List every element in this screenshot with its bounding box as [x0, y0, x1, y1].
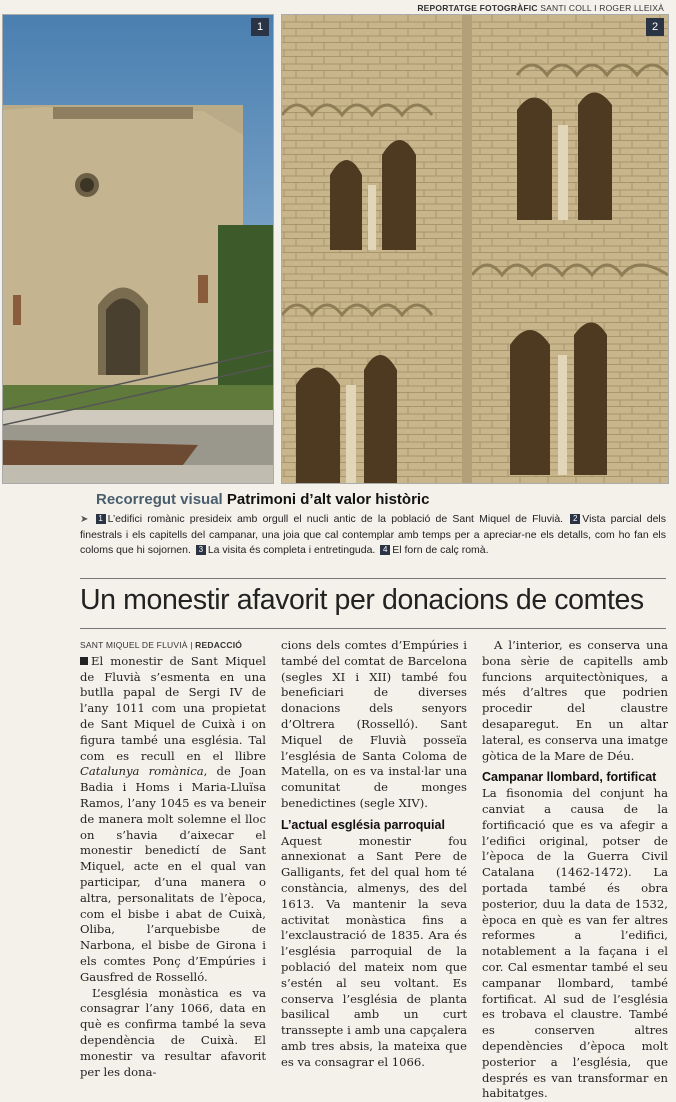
divider [80, 628, 666, 629]
subheading: L’actual església parroquial [281, 817, 445, 832]
caption-number-4: 4 [380, 545, 390, 555]
subheading: Campanar llombard, fortificat [482, 770, 657, 785]
facade-illustration [3, 15, 273, 483]
paragraph: La fisonomia del conjunt ha canviat a causa de la fortificació que es va afegir a l’edifici original, potser de l’època de la Guerra Civil Catalana (1462-1472). La portada també és obra posterior, duu la data de 1532, època en què es van fer altres reformes a l’edifici, notablement a la façana i el cor. Cal esmentar també el seu campanar llombard, també fortificat. Al sud de l’església es trobava el claustre. També es conserven altres dependències d’època molt posterior a l’església, que després es van transformar en habitatges. [482, 786, 668, 1101]
paragraph: Aquest monestir fou annexionat a Sant Pere de Galligants, fet del qual hom té constància, almenys, des del 1613. Va mantenir la seva activitat monàstica fins a l’exclaustració de 1835. Ara és l’església parroquial de la població del mateix nom que s’estén al seu voltant. Es conserva l’església de planta basilical amb un curt transsepte i amb una capçalera amb tres absis, la mateixa que es va consagrar el 1066. [281, 833, 467, 1069]
bell-tower-illustration [282, 15, 668, 483]
caption-text: ➤ 1 L’edifici romànic presideix amb orgull el nucli antic de la població de Sant Miquel de Fluvià. 2 Vista parcial dels finestrals i els capitells del campanar, una joia que cal contemplar amb temps per a apreciar-ne els detalls, com ho fan els coloms que hi sojornen. 3 La visita és completa i entretinguda. 4 El forn de calç romà. [80, 513, 667, 556]
caption-number-1: 1 [96, 514, 106, 524]
article-column-3 [482, 638, 668, 1102]
photo-caption [80, 491, 666, 571]
caption-title: Recorregut visual Patrimoni d’alt valor històric [96, 491, 430, 508]
arrow-icon: ➤ [80, 514, 89, 525]
article-column-1 [80, 638, 266, 1080]
paragraph: El monestir de Sant Miquel de Fluvià s’esmenta en una butlla papal de Sergi IV de l’any 1011 com una propietat de Sant Miquel de Cuixà i on figura també una església. Tal com es recull en el llibre Catalunya romànica, de Joan Badia i Homs i Maria-Lluïsa Ramos, l’any 1045 es va beneir de manera molt solemne el lloc on s’havia d’aixecar el monestir benedictí de Sant Miquel, acte en el qual van participar, d’una manera o altra, personalitats de l’època, com el bisbe i abat de Cuixà, Oliba, l’arquebisbe de Narbona, el bisbe de Girona i els comtes Ponç d’Empúries i Gausfred de Rosselló. [80, 653, 266, 984]
photo-number-badge: 1 [251, 18, 269, 36]
photo-credit: REPORTATGE FOTOGRÀFIC SANTI COLL I ROGER LLEIXÀ [417, 3, 664, 13]
article-column-2 [281, 638, 467, 1071]
photo-number-badge: 2 [646, 18, 664, 36]
divider [80, 578, 666, 579]
photo-monastery-facade [2, 14, 274, 484]
article-headline: Un monestir afavorit per donacions de comtes [80, 584, 644, 616]
paragraph: cions dels comtes d’Empúries i també del comtat de Barcelona (segles XI i XII) també fou beneficiari de diverses donacions dels senyors d’Oltrera (Rosselló). Sant Miquel de Fluvià posseïa l’església de Santa Coloma de Matella, on es va instal·lar una comunitat de monges benedictines (segle XIV). [281, 638, 467, 810]
photo-bell-tower-windows [281, 14, 669, 484]
byline: SANT MIQUEL DE FLUVIÀ | REDACCIÓ [80, 640, 243, 650]
paragraph: A l’interior, es conserva una bona sèrie de capitells amb funcions arquitectòniques, a més d’altres que podrien procedir del claustre desaparegut. En un altar lateral, es conserva una imatge gòtica de la Mare de Déu. [482, 638, 668, 763]
paragraph: L’església monàstica es va consagrar l’any 1066, data en què es confirma també la seva dependència de Cuixà. El monestir va resultar afavorit per les dona- [80, 985, 266, 1079]
square-bullet-icon [80, 657, 88, 665]
caption-number-3: 3 [196, 545, 206, 555]
caption-number-2: 2 [570, 514, 580, 524]
